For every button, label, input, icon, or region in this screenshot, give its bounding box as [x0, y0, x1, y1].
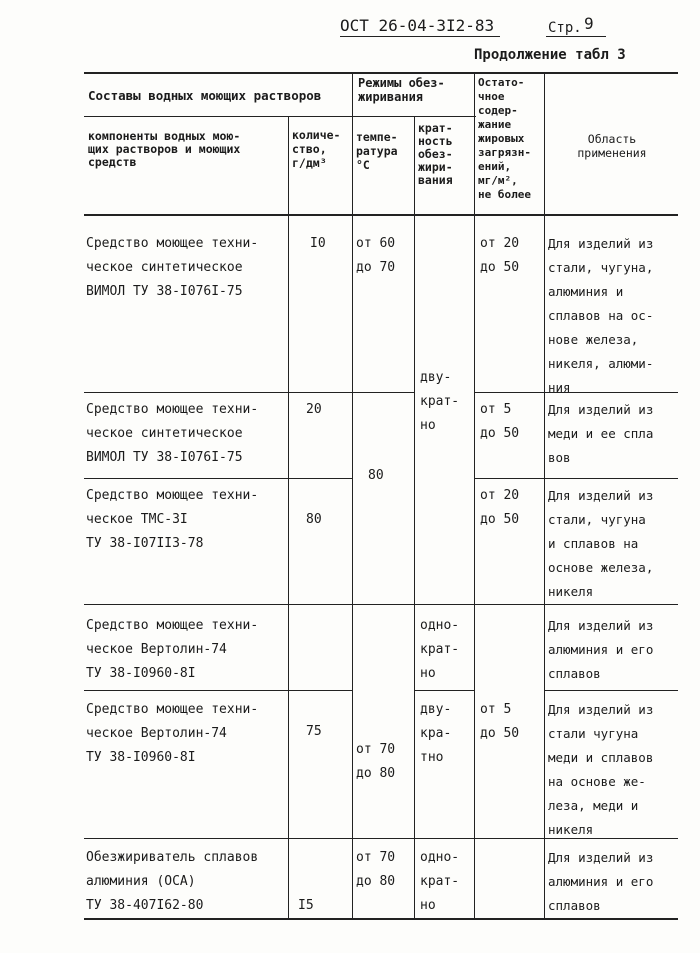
document-code: ОСТ 26-04-3I2-83 [340, 16, 495, 35]
col-divider [414, 116, 415, 918]
row-residual: от 20 до 50 [480, 488, 520, 527]
row-area: Для изделий из меди и ее спла вов [548, 402, 654, 465]
row-quantity: I0 [310, 236, 326, 251]
row-residual: от 5 до 50 [480, 402, 520, 441]
row-area: Для изделий из стали чугуна меди и сплавов на основе же- леза, меди и никеля [548, 702, 654, 837]
row-component: Средство моющее техни- ческое синтетическое ВИМОЛ ТУ 38-I076I-75 [86, 402, 259, 465]
header-area: Область применения [577, 132, 647, 160]
header-temperature: темпе- ратура °С [356, 130, 398, 172]
page-num-underline [546, 36, 606, 37]
row-divider [474, 478, 678, 479]
row-divider [414, 690, 474, 691]
row-quantity: 80 [306, 512, 322, 527]
row-multiplicity: одно- крат- но [420, 850, 460, 913]
group-header-divider [84, 116, 476, 117]
table-bottom-border [84, 918, 678, 920]
row-quantity: 20 [306, 402, 322, 417]
row-component: Обезжириватель сплавов алюминия (ОСА) ТУ 38-407I62-80 [86, 850, 259, 913]
table-continuation-label: Продолжение табл 3 [474, 47, 626, 63]
row-area: Для изделий из стали, чугуна, алюминия и сплавов на ос- нове железа, никеля, алюми- ния [548, 236, 654, 395]
row-quantity: I5 [298, 898, 314, 913]
row-temperature: от 60 до 70 [356, 236, 396, 275]
col-divider [474, 72, 475, 918]
merged-multiplicity: дву- крат- но [420, 370, 460, 433]
row-component: Средство моющее техни- ческое Вертолин-74 ТУ 38-I0960-8I [86, 618, 259, 681]
page-label: Стр. [548, 20, 582, 36]
header-component: компоненты водных мою- щих растворов и моющих средств [88, 129, 241, 169]
row-area: Для изделий из алюминия и его сплавов [548, 850, 654, 913]
header-multiplicity: крат- ность обез- жири- вания [418, 121, 453, 187]
row-temperature: от 70 до 80 [356, 850, 396, 889]
header-residual: Остато- чное содер- жание жировых загрязн- ений, мг/м², не более [478, 76, 531, 201]
header-bottom-border [84, 214, 678, 216]
row-divider [84, 392, 414, 393]
row-quantity: 75 [306, 724, 322, 739]
row-divider [544, 690, 678, 691]
row-component: Средство моющее техни- ческое синтетическое ВИМОЛ ТУ 38-I076I-75 [86, 236, 259, 299]
header-compositions: Составы водных моющих растворов [88, 88, 322, 103]
row-divider [84, 604, 678, 605]
row-area: Для изделий из алюминия и его сплавов [548, 618, 654, 681]
col-divider [288, 116, 289, 918]
row-divider [84, 478, 352, 479]
row-divider [84, 690, 352, 691]
page-number: 9 [584, 14, 594, 33]
row-residual: от 20 до 50 [480, 236, 520, 275]
col-divider [352, 72, 353, 918]
header-modes: Режимы обез- жиривания [358, 76, 445, 104]
merged-temperature: от 70 до 80 [356, 742, 396, 781]
merged-temperature: 80 [368, 468, 384, 483]
row-area: Для изделий из стали, чугуна и сплавов на основе железа, никеля [548, 488, 654, 599]
row-component: Средство моющее техни- ческое ТМС-3I ТУ 38-I07II3-78 [86, 488, 259, 551]
row-multiplicity: одно- крат- но [420, 618, 460, 681]
doc-code-underline [340, 36, 500, 37]
table-top-border [84, 72, 678, 74]
row-component: Средство моющее техни- ческое Вертолин-74 ТУ 38-I0960-8I [86, 702, 259, 765]
col-divider [544, 72, 545, 918]
row-multiplicity: дву- кра- тно [420, 702, 452, 765]
header-quantity: количе- ство, г/дм³ [292, 128, 341, 170]
row-residual: от 5 до 50 [480, 702, 520, 741]
